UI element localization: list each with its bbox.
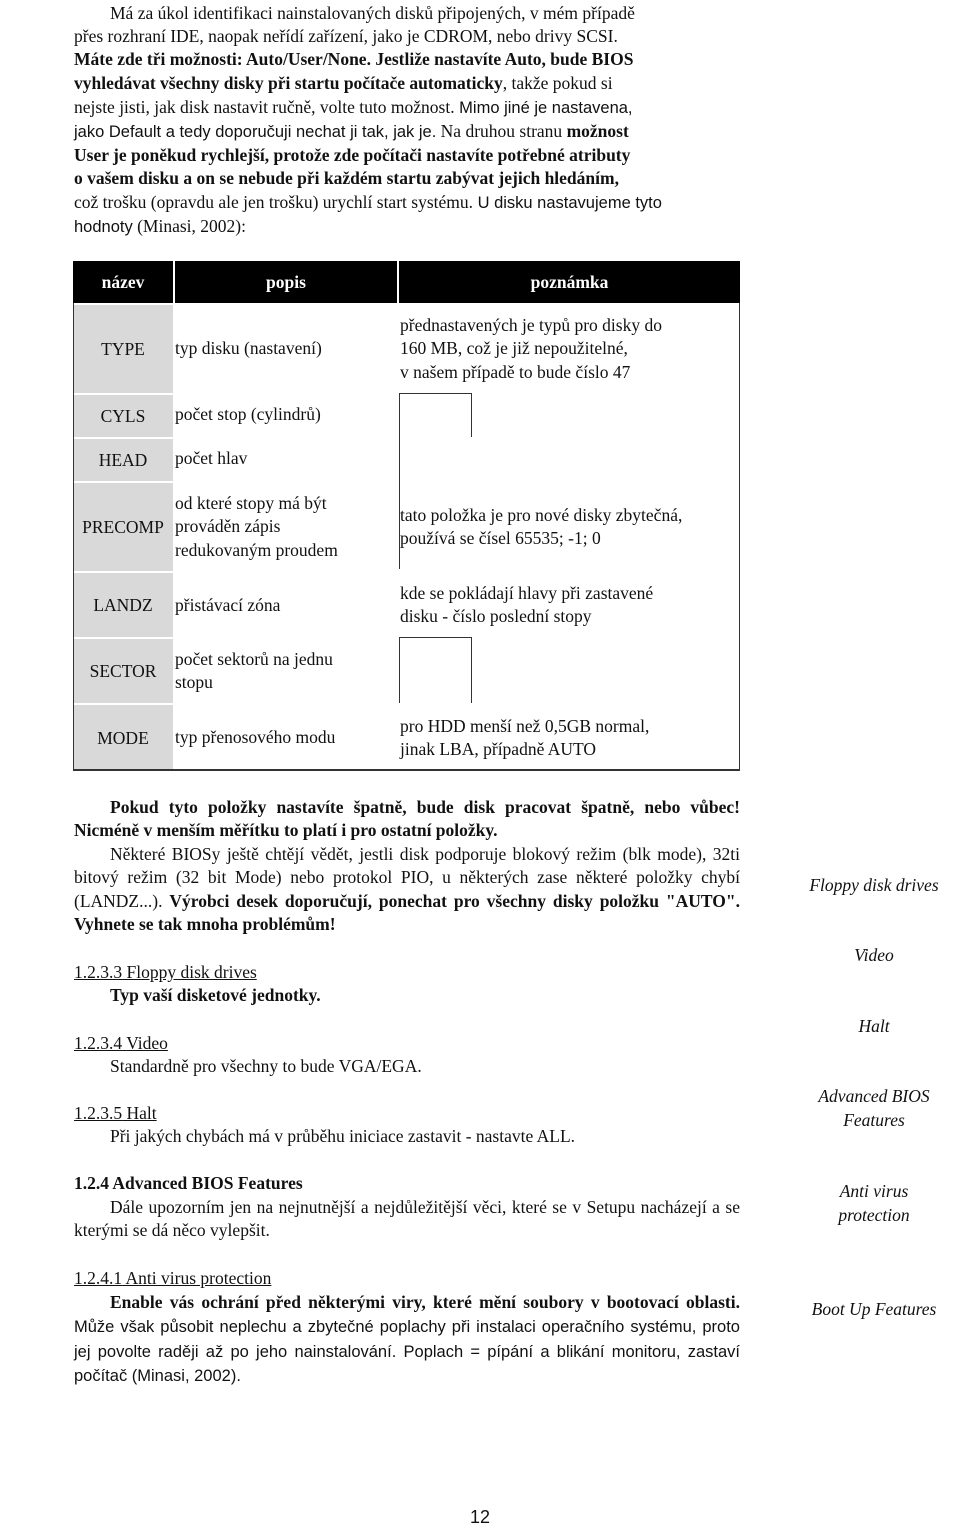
table-row-landz-note: kde se pokládají hlavy při zastavené disku - číslo poslední stopy bbox=[400, 582, 654, 626]
table-row-head-desc: počet hlav bbox=[175, 448, 248, 469]
table-border-cyls-right bbox=[471, 393, 472, 437]
section-video-heading: 1.2.3.4 Video bbox=[74, 1033, 168, 1053]
section-floppy-body: Typ vaší disketové jednotky. bbox=[110, 985, 321, 1005]
margin-note-boot-up: Boot Up Features bbox=[811, 1299, 937, 1319]
table-header-note: poznámka bbox=[399, 261, 740, 303]
margin-note-floppy: Floppy disk drives bbox=[809, 875, 939, 895]
table-border-bottom bbox=[73, 769, 740, 771]
table-row-type-name: TYPE bbox=[73, 305, 173, 393]
section-advanced-heading: 1.2.4 Advanced BIOS Features bbox=[74, 1173, 303, 1193]
table-row-sector-desc: počet sektorů na jednu stopu bbox=[175, 648, 333, 692]
intro-line-5-sans: Mimo jiné je nastavena, bbox=[454, 99, 633, 117]
intro-line-9-sans: U disku nastavujeme tyto bbox=[473, 194, 662, 212]
table-border-right bbox=[739, 303, 740, 771]
table-row-cyls-name: CYLS bbox=[73, 395, 173, 437]
table-row-precomp-name: PRECOMP bbox=[73, 483, 173, 571]
table-border-left bbox=[73, 303, 74, 771]
table-border-note-left bbox=[399, 393, 400, 569]
table-row-mode-name: MODE bbox=[73, 705, 173, 771]
table-row-cyls-desc: počet stop (cylindrů) bbox=[175, 404, 321, 425]
intro-line-6 bbox=[74, 120, 740, 144]
warning-body-text: Některé BIOSy ještě chtějí vědět, jestli disk podporuje blokový režim (blk mode), 32ti bitový režim (32 bit Mode) nebo protokol PIO, u některých zase některé položky chybí (LANDZ...). Výrobci desek doporučují, ponechat pro všechny disky položku "AUTO". Vyhnete se tak mnoha problémům! bbox=[74, 844, 740, 934]
table-row-precomp-desc: od které stopy má být prováděn zápis redukovaným proudem bbox=[175, 492, 338, 560]
table-header-name: název bbox=[73, 261, 173, 303]
section-antivirus-heading: 1.2.4.1 Anti virus protection bbox=[74, 1268, 272, 1288]
intro-line-4-bold: vyhledávat všechny disky při startu počítače automaticky bbox=[74, 73, 503, 93]
intro-line-7: User je poněkud rychlejší, protože zde počítači nastavíte potřebné atributy bbox=[74, 145, 631, 165]
table-border-note-left-2 bbox=[399, 637, 400, 703]
section-halt-body: Při jakých chybách má v průběhu iniciace zastavit - nastavte ALL. bbox=[110, 1126, 576, 1146]
margin-note-halt: Halt bbox=[858, 1016, 890, 1036]
intro-line-4 bbox=[74, 72, 740, 95]
intro-line-4-rest: , takže pokud si bbox=[502, 73, 613, 93]
intro-line-6-rest: Na druhou stranu bbox=[436, 121, 567, 141]
intro-line-8: o vašem disku a on se nebude při každém startu zabývat jejich hledáním, bbox=[74, 168, 619, 188]
margin-note-video: Video bbox=[854, 945, 894, 965]
intro-line-3: Máte zde tři možnosti: Auto/User/None. Jestliže nastavíte Auto, bude BIOS bbox=[74, 49, 634, 69]
section-advanced-body: Dále upozorním jen na nejnutnější a nejdůležitější věci, které se v Setupu nacházejí a se kterými se dá něco vylepšit. bbox=[74, 1197, 740, 1241]
intro-line-2: přes rozhraní IDE, naopak neřídí zařízení, jako je CDROM, nebo drivy SCSI. bbox=[74, 26, 618, 46]
table-row-type-desc: typ disku (nastavení) bbox=[175, 338, 322, 359]
intro-line-10 bbox=[74, 215, 740, 239]
section-floppy-heading: 1.2.3.3 Floppy disk drives bbox=[74, 962, 257, 982]
table-row-landz-name: LANDZ bbox=[73, 573, 173, 637]
table-border-sector-top bbox=[399, 637, 472, 638]
intro-line-9 bbox=[74, 191, 740, 215]
section-antivirus-body: Enable vás ochrání před některými viry, které mění soubory v bootovací oblasti. Může však působit neplechu a zbytečné poplachy při instalaci operačního systému, proto jej povolte raději až po jeho nainstalování. Poplach = pípání a blikání monitoru, zastaví počítač (Minasi, 2002). bbox=[74, 1292, 740, 1385]
table-row-mode-desc: typ přenosového modu bbox=[175, 727, 336, 748]
page-number: 12 bbox=[469, 1507, 491, 1527]
table-border-cyls-top bbox=[399, 393, 472, 394]
intro-line-5 bbox=[74, 96, 740, 120]
warning-bold-text: Pokud tyto položky nastavíte špatně, bude disk pracovat špatně, nebo vůbec! Nicméně v menším měřítku to platí i pro ostatní položky. bbox=[74, 797, 740, 841]
table-row-sector-name: SECTOR bbox=[73, 639, 173, 703]
table-header-description: popis bbox=[175, 261, 397, 303]
margin-note-antivirus: Anti virus protection bbox=[838, 1181, 910, 1225]
intro-line-6-sans: jako Default a tedy doporučuji nechat ji tak, jak je. bbox=[74, 123, 437, 141]
disk-parameters-table bbox=[73, 261, 740, 771]
intro-line-1: Má za úkol identifikaci nainstalovaných disků připojených, v mém případě bbox=[110, 3, 635, 23]
table-row-head-name: HEAD bbox=[73, 439, 173, 481]
intro-line-6-bold: možnost bbox=[566, 121, 629, 141]
table-row-landz-desc: přistávací zóna bbox=[175, 595, 281, 616]
intro-line-5-serif: nejste jisti, jak disk nastavit ručně, volte tuto možnost. bbox=[74, 97, 455, 117]
table-row-type-note: přednastavených je typů pro disky do 160 MB, což je již nepoužitelné, v našem případě to bude číslo 47 bbox=[400, 314, 662, 382]
table-row-mode-note: pro HDD menší než 0,5GB normal, jinak LBA, případně AUTO bbox=[400, 715, 650, 759]
intro-line-10-rest: (Minasi, 2002): bbox=[132, 216, 246, 236]
table-border-sector-right bbox=[471, 637, 472, 703]
section-halt-heading: 1.2.3.5 Halt bbox=[74, 1103, 157, 1123]
table-row-precomp-note: tato položka je pro nové disky zbytečná, používá se čísel 65535; -1; 0 bbox=[400, 504, 683, 548]
section-video-body: Standardně pro všechny to bude VGA/EGA. bbox=[110, 1056, 422, 1076]
intro-line-9-serif: což trošku (opravdu ale jen trošku) urychlí start systému. bbox=[74, 192, 473, 212]
margin-note-advanced-bios: Advanced BIOS Features bbox=[818, 1086, 930, 1130]
intro-line-10-sans: hodnoty bbox=[74, 218, 133, 236]
